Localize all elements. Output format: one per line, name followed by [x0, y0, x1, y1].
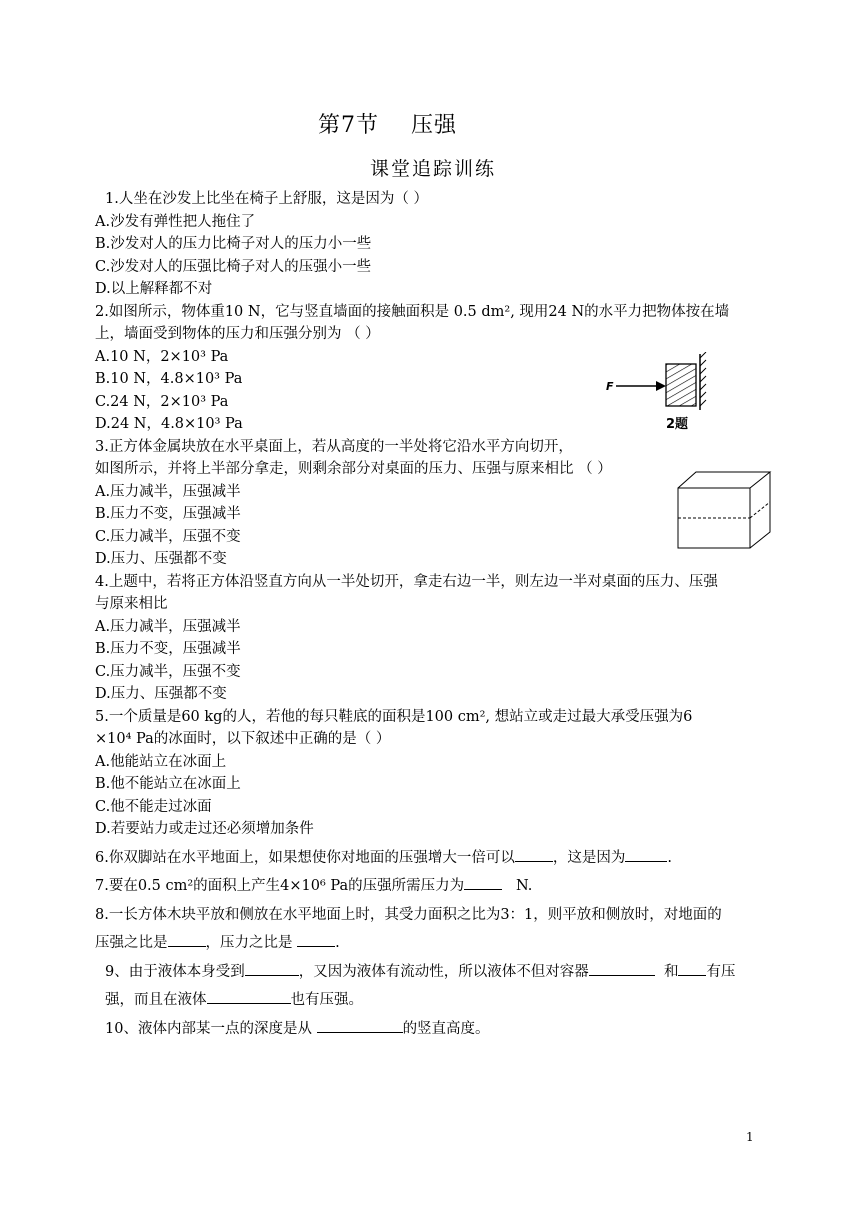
- q9-text-c: 和: [663, 963, 679, 980]
- q10-blank-1[interactable]: [317, 1018, 403, 1033]
- q4-option-c: C.压力减半，压强不变: [95, 663, 241, 680]
- q4-stem-line1: 4.上题中，若将正方体沿竖直方向从一半处切开，拿走右边一半，则左边一半对桌面的压力、压强: [95, 573, 718, 590]
- q8-text-a: 压强之比是: [95, 935, 168, 951]
- force-arrow-head-icon: [656, 381, 666, 391]
- q3-cube-figure: [676, 470, 774, 550]
- q8-text-c: .: [335, 935, 340, 951]
- q2-figure: [604, 352, 714, 432]
- q5-option-c: C.他不能走过冰面: [95, 798, 212, 815]
- q6-line: [95, 847, 765, 870]
- q2-option-d: D.24 N，4.8×10³ Pa: [95, 416, 243, 432]
- q1-option-d: D.以上解释都不对: [95, 281, 213, 297]
- q10-text-b: 的竖直高度。: [402, 1020, 490, 1037]
- q5-option-d: D.若要站力或走过还必须增加条件: [95, 821, 314, 837]
- q2-figure-caption: 2题: [666, 417, 689, 432]
- q6-text-b: ，这是因为: [552, 849, 626, 866]
- q6-blank-2[interactable]: [625, 847, 667, 862]
- q7-text-a: 7.要在0.5 cm²的面积上产生4×10⁶ Pa的压强所需压力为: [95, 878, 465, 894]
- q4-option-b: B.压力不变，压强减半: [95, 641, 241, 657]
- q6-text-c: .: [667, 849, 672, 866]
- q3-stem-line1: 3.正方体金属块放在水平桌面上，若从高度的一半处将它沿水平方向切开，: [95, 438, 573, 455]
- q5-stem-line2: ×10⁴ Pa的冰面时，以下叙述中正确的是（ ）: [95, 731, 391, 747]
- q9-blank-3[interactable]: [678, 961, 706, 976]
- q9-text-a: 9、由于液体本身受到: [105, 963, 245, 980]
- q9-blank-2[interactable]: [589, 961, 655, 976]
- q9-blank-1[interactable]: [245, 961, 299, 976]
- wall-hatch-icon: [700, 352, 706, 406]
- q9-text-f: 也有压强。: [290, 992, 363, 1008]
- q2-option-a: A.10 N，2×10³ Pa: [95, 348, 229, 365]
- q8-text-b: ，压力之比是: [205, 935, 298, 951]
- q9-line2: [95, 989, 765, 1012]
- q5-option-a: A.他能站立在冰面上: [95, 753, 227, 770]
- q9-text-d: 有压: [706, 963, 736, 980]
- q6-blank-1[interactable]: [515, 847, 553, 862]
- q10-line: [95, 1018, 765, 1041]
- q3-option-b: B.压力不变，压强减半: [95, 506, 241, 522]
- q2-stem-line1: 2.如图所示，物体重10 N，它与竖直墙面的接触面积是 0.5 dm², 现用24 N的水平力把物体按在墙: [95, 303, 730, 320]
- page-title: 第7节 压强: [318, 113, 457, 138]
- q4-option-a: A.压力减半，压强减半: [95, 618, 241, 635]
- q1-option-c: C.沙发对人的压强比椅子对人的压强小一些: [95, 258, 372, 275]
- q2-stem-line2: 上，墙面受到物体的压力和压强分别为 （ ）: [95, 326, 380, 342]
- q9-line1: [95, 961, 765, 984]
- hatched-block: [666, 364, 696, 406]
- q7-line: [95, 875, 765, 898]
- q9-text-e: 强，而且在液体: [105, 992, 207, 1008]
- q3-option-c: C.压力减半，压强不变: [95, 528, 241, 545]
- q4-stem-line2: 与原来相比: [95, 596, 168, 612]
- q7-text-b: N.: [516, 878, 533, 894]
- cube-cut-line-side: [750, 502, 770, 518]
- q3-stem-line2: 如图所示，并将上半部分拿走，则剩余部分对桌面的压力、压强与原来相比 （ ）: [95, 461, 612, 477]
- q10-text-a: 10、液体内部某一点的深度是从: [105, 1020, 317, 1037]
- q3-option-d: D.压力、压强都不变: [95, 551, 227, 567]
- q1-stem: 1.人坐在沙发上比坐在椅子上舒服，这是因为（ ）: [105, 191, 428, 207]
- q6-text-a: 6.你双脚站在水平地面上，如果想使你对地面的压强增大一倍可以: [95, 849, 515, 866]
- q1-option-a: A.沙发有弹性把人拖住了: [95, 213, 256, 230]
- q4-option-d: D.压力、压强都不变: [95, 686, 227, 702]
- page-number: 1: [746, 1130, 754, 1144]
- q8-line2: [95, 932, 765, 955]
- q9-text-b: ，又因为液体有流动性，所以液体不但对容器: [298, 963, 589, 980]
- q7-blank-1[interactable]: [464, 875, 502, 890]
- page-subtitle: 课堂追踪训练: [370, 158, 497, 180]
- q8-blank-2[interactable]: [297, 932, 335, 947]
- q2-force-label: F: [606, 380, 614, 393]
- q5-option-b: B.他不能站立在冰面上: [95, 776, 241, 792]
- q3-option-a: A.压力减半，压强减半: [95, 483, 241, 500]
- q5-stem-line1: 5.一个质量是60 kg的人，若他的每只鞋底的面积是100 cm², 想站立或走过最大承受压强为6: [95, 708, 693, 725]
- q1-option-b: B.沙发对人的压力比椅子对人的压力小一些: [95, 236, 372, 252]
- q9-blank-4[interactable]: [207, 989, 291, 1004]
- q8-line1: 8.一长方体木块平放和侧放在水平地面上时，其受力面积之比为3：1，则平放和侧放时，对地面的: [95, 906, 722, 923]
- cube-top-face: [678, 472, 770, 488]
- question-list: [95, 188, 765, 1040]
- q2-option-b: B.10 N，4.8×10³ Pa: [95, 371, 243, 387]
- q2-option-c: C.24 N，2×10³ Pa: [95, 393, 229, 410]
- q8-blank-1[interactable]: [168, 932, 206, 947]
